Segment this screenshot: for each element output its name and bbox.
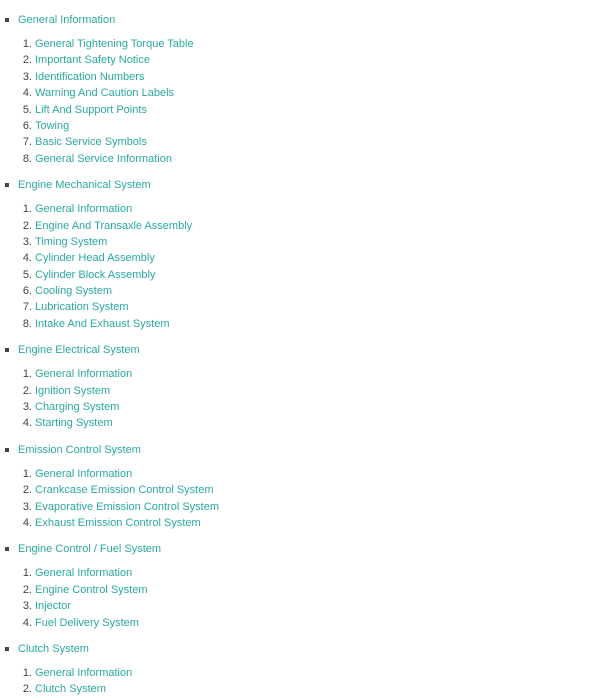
subsection-link[interactable]: Lubrication System [35,301,129,314]
subsection-item [0,666,600,682]
square-bullet-icon [5,647,9,651]
subsection-number: 8. [22,317,32,330]
subsection-item [0,103,600,119]
subsection-item [0,135,600,151]
subsection-number: 1. [22,567,32,580]
subsection-item [0,483,600,499]
section-item [0,178,600,333]
subsection-link[interactable]: General Information [35,368,133,381]
subsection-number: 5. [22,103,32,116]
subsection-item [0,268,600,284]
subsection-item [0,583,600,599]
subsection-number: 2. [22,683,32,696]
section-item [0,443,600,533]
subsection-list [0,37,600,168]
subsection-item [0,616,600,632]
subsection-item [0,300,600,316]
subsection-number: 1. [22,467,32,480]
subsection-number: 2. [22,583,32,596]
subsection-number: 7. [22,301,32,314]
section-item [0,343,600,433]
subsection-list [0,202,600,333]
section-item [0,13,600,168]
subsection-link[interactable]: Ignition System [35,384,111,397]
subsection-number: 3. [22,500,32,513]
subsection-number: 2. [22,219,32,232]
subsection-item [0,235,600,251]
subsection-list [0,367,600,433]
section-item [0,542,600,632]
subsection-number: 4. [22,87,32,100]
subsection-link[interactable]: Starting System [35,417,113,430]
subsection-number: 4. [22,417,32,430]
square-bullet-icon [5,18,9,22]
section-heading [0,542,600,556]
subsection-item [0,37,600,53]
section-title-link[interactable]: Engine Mechanical System [18,179,151,192]
subsection-link[interactable]: Lift And Support Points [35,103,147,116]
subsection-list [0,666,600,699]
subsection-link[interactable]: Cooling System [35,285,113,298]
section-title-link[interactable]: Clutch System [18,642,89,655]
section-title-link[interactable]: General Information [18,14,116,26]
subsection-link[interactable]: General Service Information [35,152,172,165]
subsection-number: 4. [22,252,32,265]
subsection-number: 5. [22,268,32,281]
subsection-link[interactable]: Engine And Transaxle Assembly [35,219,193,232]
section-title-link[interactable]: Emission Control System [18,443,141,456]
subsection-number: 2. [22,54,32,67]
subsection-link[interactable]: General Tightening Torque Table [35,38,194,50]
subsection-link[interactable]: General Information [35,467,133,480]
square-bullet-icon [5,448,9,452]
subsection-number: 1. [22,666,32,679]
subsection-item [0,70,600,86]
subsection-link[interactable]: Fuel Delivery System [35,616,139,629]
subsection-number: 1. [22,368,32,381]
subsection-list [0,467,600,533]
square-bullet-icon [5,547,9,551]
subsection-link[interactable]: General Information [35,203,133,216]
subsection-number: 3. [22,235,32,248]
section-heading [0,642,600,656]
subsection-link[interactable]: Cylinder Head Assembly [35,252,155,265]
subsection-item [0,53,600,69]
section-heading [0,343,600,357]
subsection-number: 6. [22,285,32,298]
subsection-number: 3. [22,600,32,613]
subsection-link[interactable]: Charging System [35,401,120,414]
subsection-number: 4. [22,616,32,629]
subsection-link[interactable]: Clutch System [35,683,106,696]
subsection-list [0,566,600,632]
subsection-item [0,467,600,483]
subsection-item [0,516,600,532]
subsection-item [0,384,600,400]
subsection-item [0,152,600,168]
subsection-item [0,86,600,102]
subsection-link[interactable]: Exhaust Emission Control System [35,516,201,529]
subsection-link[interactable]: Warning And Caution Labels [35,87,175,100]
subsection-link[interactable]: Identification Numbers [35,70,145,83]
section-title-link[interactable]: Engine Control / Fuel System [18,543,162,556]
subsection-number: 2. [22,384,32,397]
subsection-item [0,400,600,416]
subsection-item [0,682,600,698]
subsection-link[interactable]: General Information [35,567,133,580]
section-title-link[interactable]: Engine Electrical System [18,344,140,357]
square-bullet-icon [5,348,9,352]
subsection-item [0,500,600,516]
subsection-item [0,317,600,333]
subsection-link[interactable]: Crankcase Emission Control System [35,484,214,497]
subsection-item [0,416,600,432]
subsection-item [0,367,600,383]
subsection-number: 8. [22,152,32,165]
subsection-item [0,599,600,615]
section-heading [0,443,600,457]
subsection-item [0,119,600,135]
section-heading [0,13,600,27]
subsection-item [0,251,600,267]
subsection-link[interactable]: General Information [35,666,133,679]
section-heading [0,178,600,192]
subsection-item [0,284,600,300]
subsection-link[interactable]: Injector [35,600,72,613]
square-bullet-icon [5,183,9,187]
subsection-item [0,566,600,582]
subsection-link[interactable]: Intake And Exhaust System [35,317,170,330]
subsection-number: 1. [22,203,32,216]
subsection-number: 3. [22,70,32,83]
subsection-link[interactable]: Important Safety Notice [35,54,150,67]
section-item [0,642,600,699]
subsection-item [0,202,600,218]
subsection-link[interactable]: Basic Service Symbols [35,136,147,149]
subsection-link[interactable]: Cylinder Block Assembly [35,268,156,281]
subsection-link[interactable]: Towing [35,119,70,132]
subsection-number: 3. [22,401,32,414]
subsection-link[interactable]: Timing System [35,235,108,248]
subsection-item [0,219,600,235]
subsection-number: 7. [22,136,32,149]
subsection-link[interactable]: Engine Control System [35,583,148,596]
subsection-number: 4. [22,516,32,529]
subsection-number: 6. [22,119,32,132]
subsection-link[interactable]: Evaporative Emission Control System [35,500,220,513]
subsection-number: 2. [22,484,32,497]
subsection-number: 1. [22,38,32,50]
